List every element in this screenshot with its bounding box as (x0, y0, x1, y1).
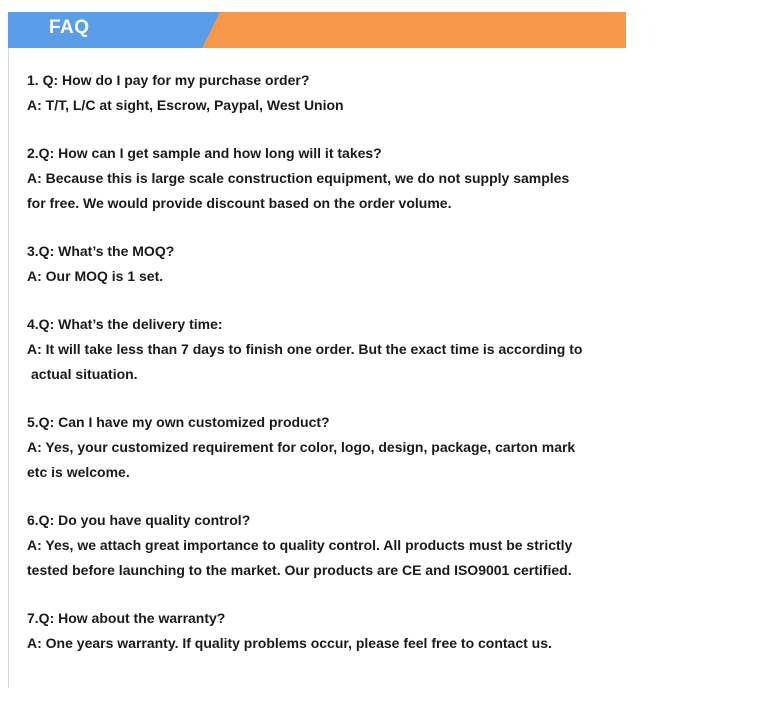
faq-answer-line: tested before launching to the market. Our products are CE and ISO9001 certified. (27, 562, 572, 578)
faq-item-3 (27, 239, 627, 289)
faq-question: 7.Q: How about the warranty? (27, 610, 226, 626)
faq-answer-line: A: It will take less than 7 days to finish one order. But the exact time is according to (27, 341, 583, 357)
faq-question: 6.Q: Do you have quality control? (27, 512, 251, 528)
faq-question: 4.Q: What’s the delivery time: (27, 316, 223, 332)
faq-answer-line: A: One years warranty. If quality problems occur, please feel free to contact us. (27, 635, 552, 651)
faq-question: 5.Q: Can I have my own customized product? (27, 414, 330, 430)
faq-list (27, 68, 627, 679)
faq-item-1 (27, 68, 627, 118)
faq-item-7 (27, 606, 627, 656)
banner-blue-segment (8, 12, 223, 48)
faq-question: 3.Q: What’s the MOQ? (27, 243, 175, 259)
faq-question: 2.Q: How can I get sample and how long will it takes? (27, 145, 382, 161)
faq-item-2 (27, 141, 627, 216)
faq-question: 1. Q: How do I pay for my purchase order? (27, 72, 310, 88)
left-divider (8, 12, 9, 688)
faq-answer-line: A: Because this is large scale construction equipment, we do not supply samples (27, 170, 570, 186)
faq-answer-line: A: Yes, your customized requirement for color, logo, design, package, carton mark (27, 439, 576, 455)
faq-answer-line: A: Yes, we attach great importance to quality control. All products must be strictly (27, 537, 573, 553)
faq-item-6 (27, 508, 627, 583)
faq-item-4 (27, 312, 627, 387)
faq-answer-line: A: Our MOQ is 1 set. (27, 268, 164, 284)
faq-answer-line: etc is welcome. (27, 464, 130, 480)
faq-banner (8, 12, 626, 48)
faq-item-5 (27, 410, 627, 485)
faq-answer-line: actual situation. (31, 366, 138, 382)
faq-title: FAQ (49, 17, 90, 38)
faq-answer-line: A: T/T, L/C at sight, Escrow, Paypal, West Union (27, 97, 344, 113)
faq-answer-line: for free. We would provide discount based on the order volume. (27, 195, 452, 211)
